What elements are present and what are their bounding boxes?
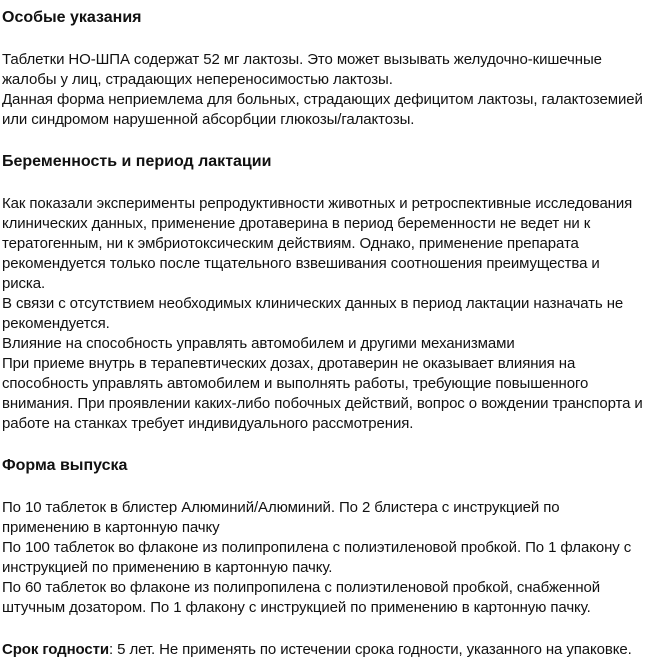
text-line: В связи с отсутствием необходимых клинических данных в период лактации назначать не	[2, 295, 624, 312]
text-line: тератогенным, ни к эмбриотоксическим действиям. Однако, применение препарата	[2, 235, 579, 252]
text-line: применению в картонную пачку	[2, 519, 220, 536]
text-line: способность управлять автомобилем и выполнять работы, требующие повышенного	[2, 375, 589, 392]
spacer	[0, 476, 660, 498]
text-line: риска.	[2, 275, 46, 292]
text-line: По 60 таблеток во флаконе из полипропилена с полиэтиленовой пробкой, снабженной	[2, 579, 601, 596]
text-line: внимания. При проявлении каких-либо побочных действий, вопрос о вождении транспорта и	[2, 395, 643, 412]
release-form-body	[0, 498, 660, 618]
text-line: штучным дозатором. По 1 флакону с инструкцией по применению в картонную пачку.	[2, 599, 591, 616]
shelf-life-text: : 5 лет. Не применять по истечении срока годности, указанного на упаковке.	[109, 641, 632, 658]
text-line: жалобы у лиц, страдающих непереносимостью лактозы.	[2, 71, 393, 88]
text-line: Как показали эксперименты репродуктивности животных и ретроспективные исследования	[2, 195, 633, 212]
text-line: При приеме внутрь в терапевтических дозах, дротаверин не оказывает влияния на	[2, 355, 576, 372]
text-line: рекомендуется только после тщательного взвешивания соотношения преимущества и	[2, 255, 600, 272]
pregnancy-body	[0, 194, 660, 434]
section-title-pregnancy: Беременность и период лактации	[2, 153, 272, 170]
special-instructions-body	[0, 50, 660, 130]
text-line: По 100 таблеток во флаконе из полипропилена с полиэтиленовой пробкой. По 1 флакону с	[2, 539, 632, 556]
text-line: Данная форма неприемлема для больных, страдающих дефицитом лактозы, галактоземией	[2, 91, 643, 108]
spacer	[0, 434, 660, 456]
shelf-life-label: Срок годности	[2, 641, 110, 658]
text-line: инструкцией по применению в картонную пачку.	[2, 559, 333, 576]
section-title-release-form: Форма выпуска	[2, 457, 128, 474]
text-line: По 10 таблеток в блистер Алюминий/Алюминий. По 2 блистера с инструкцией по	[2, 499, 560, 516]
text-line: Таблетки НО-ШПА содержат 52 мг лактозы. Это может вызывать желудочно-кишечные	[2, 51, 602, 68]
spacer	[0, 130, 660, 152]
shelf-life-line	[0, 640, 660, 660]
text-line: или синдромом нарушенной абсорбции глюкозы/галактозы.	[2, 111, 415, 128]
text-line: рекомендуется.	[2, 315, 110, 332]
spacer	[0, 172, 660, 194]
text-line: работе на станках требует индивидуального рассмотрения.	[2, 415, 414, 432]
spacer	[0, 618, 660, 640]
text-line: клинических данных, применение дротаверина в период беременности не ведет ни к	[2, 215, 591, 232]
text-line: Влияние на способность управлять автомобилем и другими механизмами	[2, 335, 515, 352]
spacer	[0, 28, 660, 50]
section-title-special-instructions: Особые указания	[2, 9, 142, 26]
